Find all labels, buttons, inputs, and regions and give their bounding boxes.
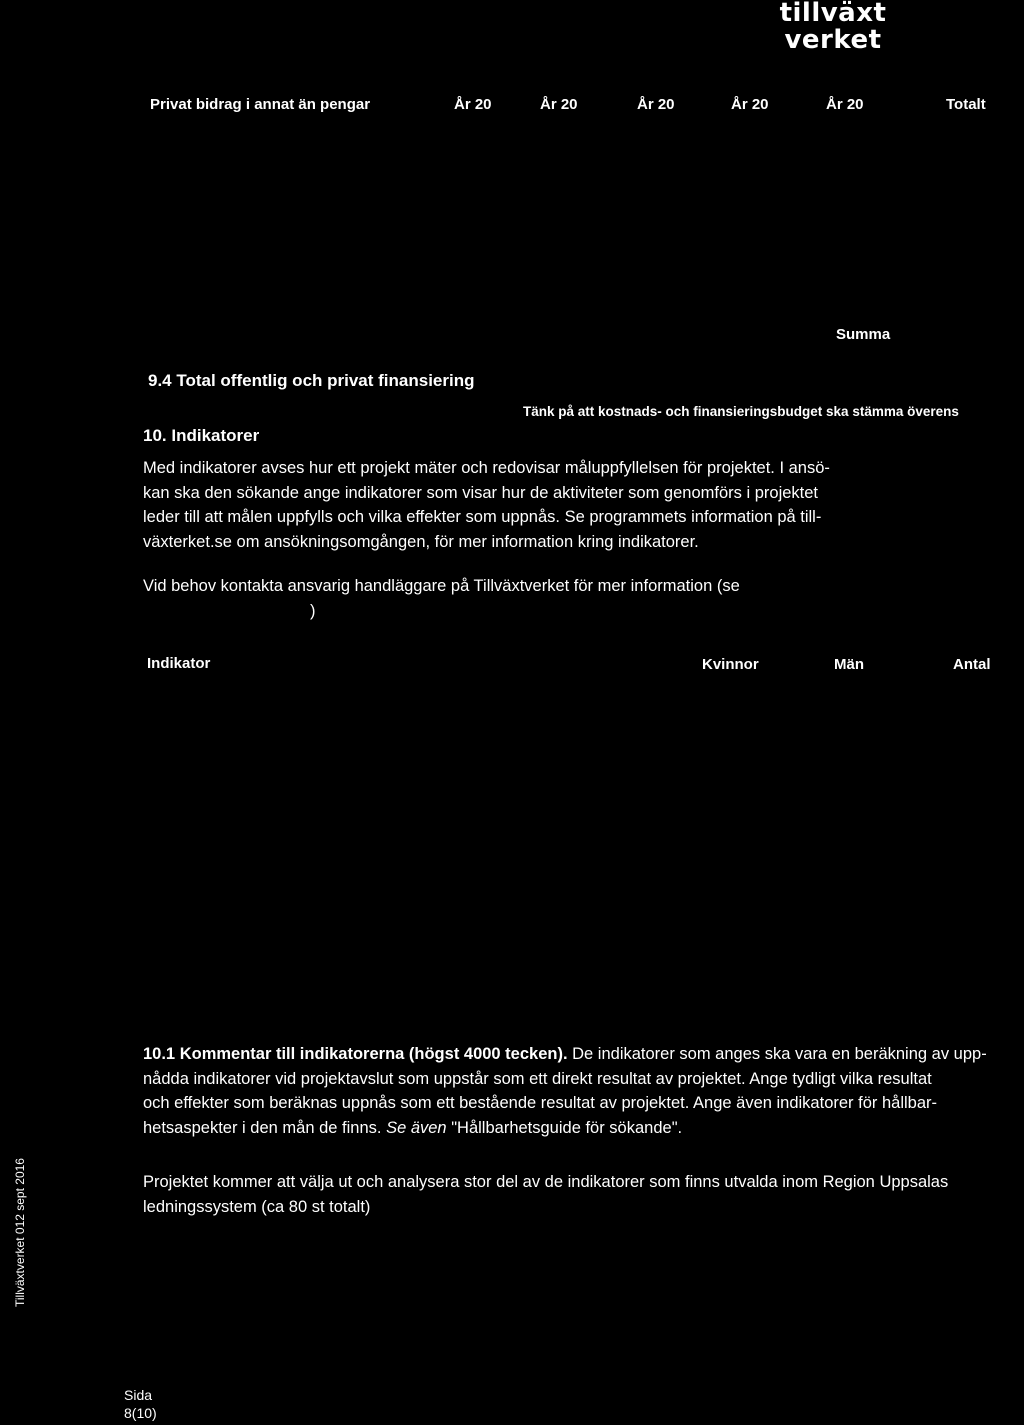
private-table-title: Privat bidrag i annat än pengar — [150, 96, 371, 113]
description-line: kan ska den sökande ange indikatorer som visar hur de aktiviteter som genomförs i projektet — [143, 483, 819, 502]
contact-info — [143, 574, 893, 623]
col-total: Totalt — [946, 96, 986, 113]
form-version-side-text: Tillväxtverket 012 sept 2016 — [13, 1158, 27, 1307]
indicators-description — [143, 456, 893, 554]
count-col-header: Antal — [953, 656, 991, 673]
sum-label: Summa — [836, 326, 891, 343]
section-10-1-heading: 10.1 Kommentar till indikatorerna (högst 4000 tecken). — [143, 1045, 568, 1063]
answer-line: Projektet kommer att välja ut och analysera stor del av de indikatorer som finns utvalda inom Region Uppsalas — [143, 1173, 949, 1191]
page-label: Sida — [124, 1387, 153, 1403]
women-col-header: Kvinnor — [702, 656, 759, 673]
see-also-text: Se även — [386, 1118, 447, 1137]
page-footer — [124, 1386, 157, 1422]
description-line: Med indikatorer avses hur ett projekt mäter och redovisar måluppfyllelsen för projektet. I ansö- — [143, 459, 830, 477]
col-year-2: År 20 — [540, 96, 578, 113]
contact-line: Vid behov kontakta ansvarig handläggare på Tillväxtverket för mer information (se — [143, 577, 740, 595]
contact-line-end: ) — [310, 601, 316, 620]
section-10-heading: 10. Indikatorer — [143, 426, 260, 445]
col-year-3: År 20 — [637, 96, 675, 113]
men-col-header: Män — [834, 656, 864, 673]
instructions-line: nådda indikatorer vid projektavslut som uppstår som ett direkt resultat av projektet. Ange tydligt vilka resultat — [143, 1069, 932, 1088]
logo-line-2: verket — [784, 25, 882, 55]
budget-note: Tänk på att kostnads- och finansieringsbudget ska stämma överens — [523, 404, 959, 419]
answer-line: ledningssystem (ca 80 st totalt) — [143, 1197, 371, 1216]
tillvaxtverket-logo — [778, 0, 888, 54]
col-year-5: År 20 — [826, 96, 864, 113]
instructions-text: hetsaspekter i den mån de finns. — [143, 1118, 387, 1137]
description-line: växterket.se om ansökningsomgången, för mer information kring indikatorer. — [143, 532, 699, 551]
instructions-line — [143, 1116, 1013, 1141]
instructions-text: "Hållbarhetsguide för sökande". — [446, 1118, 683, 1137]
page-number: 8(10) — [124, 1405, 157, 1421]
col-year-4: År 20 — [731, 96, 769, 113]
instructions-line — [143, 1042, 1013, 1067]
instructions-text: De indikatorer som anges ska vara en beräkning av upp- — [567, 1045, 987, 1063]
col-year-1: År 20 — [454, 96, 492, 113]
description-line: leder till att målen uppfylls och vilka effekter som uppnås. Se programmets information på till- — [143, 508, 822, 526]
indicator-comment-instructions — [143, 1042, 1013, 1140]
indicator-comment-answer — [143, 1170, 1013, 1219]
indicator-col-header: Indikator — [147, 655, 211, 672]
section-9-4-heading: 9.4 Total offentlig och privat finansiering — [148, 371, 475, 390]
logo-line-1: tillväxt — [779, 0, 887, 28]
instructions-line: och effekter som beräknas uppnås som ett bestående resultat av projektet. Ange även indikatorer för hållbar- — [143, 1094, 937, 1112]
